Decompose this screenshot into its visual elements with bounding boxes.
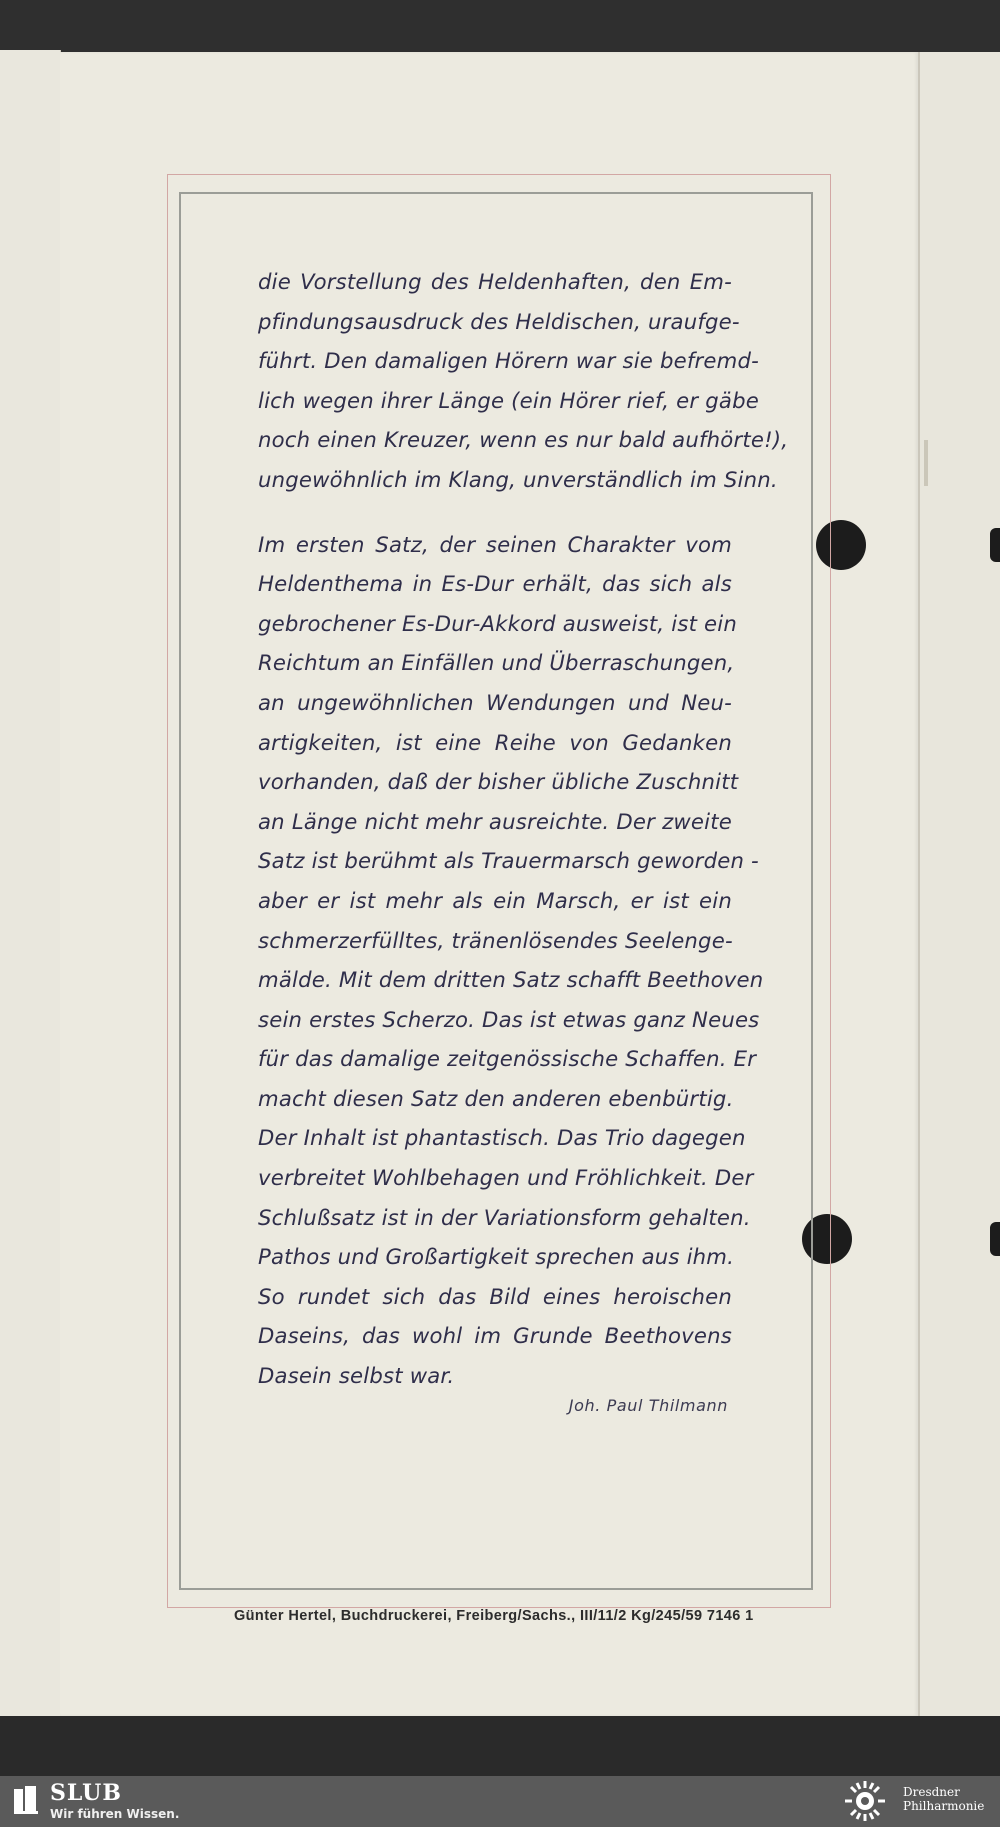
paragraph-2 xyxy=(258,525,764,1396)
punch-hole-lower-next-page xyxy=(990,1222,1000,1256)
text-line: Dasein selbst war. xyxy=(258,1363,455,1389)
text-line: gebrochener Es-Dur-Akkord ausweist, ist ein xyxy=(258,610,737,636)
viewer-footer xyxy=(0,1776,1000,1827)
text-line: Daseins, das wohl im Grunde Beethovens xyxy=(258,1323,732,1349)
text-line: So rundet sich das Bild eines heroischen xyxy=(258,1283,732,1309)
text-line: die Vorstellung des Heldenhaften, den Em- xyxy=(258,269,732,294)
previous-page-edge xyxy=(0,50,61,1718)
printer-imprint: Günter Hertel, Buchdruckerei, Freiberg/Sachs., III/11/2 Kg/245/59 7146 1 xyxy=(234,1608,754,1624)
body-text xyxy=(258,262,789,1396)
paper-stain xyxy=(924,440,928,486)
paragraph-1 xyxy=(258,262,789,500)
philharmonie-line-2: Philharmonie xyxy=(903,1799,985,1813)
scan-bottom-border xyxy=(0,1716,1000,1776)
text-line: Der Inhalt ist phantastisch. Das Trio dagegen xyxy=(258,1125,746,1151)
scan-top-border xyxy=(0,0,1000,52)
text-line: für das damalige zeitgenössische Schaffen. Er xyxy=(258,1046,757,1072)
text-line: schmerzerfülltes, tränenlösendes Seelenge- xyxy=(258,927,733,953)
punch-hole-upper-next-page xyxy=(990,528,1000,562)
text-line: aber er ist mehr als ein Marsch, er ist ein xyxy=(258,887,732,913)
text-line: lich wegen ihrer Länge (ein Hörer rief, er gäbe xyxy=(258,387,759,413)
slub-tagline: Wir führen Wissen. xyxy=(50,1807,180,1821)
text-line: pfindungsausdruck des Heldischen, uraufge- xyxy=(258,308,740,334)
text-line: macht diesen Satz den anderen ebenbürtig. xyxy=(258,1085,734,1111)
text-line: vorhanden, daß der bisher übliche Zuschnitt xyxy=(258,769,739,795)
text-line: Reichtum an Einfällen und Überraschungen, xyxy=(258,650,735,676)
text-line: Pathos und Großartigkeit sprechen aus ihm. xyxy=(258,1244,735,1270)
text-line: sein erstes Scherzo. Das ist etwas ganz Neues xyxy=(258,1006,760,1032)
text-line: Im ersten Satz, der seinen Charakter vom xyxy=(258,531,732,557)
text-line: Heldenthema in Es-Dur erhält, das sich als xyxy=(258,571,732,597)
text-line: noch einen Kreuzer, wenn es nur bald aufhörte!), xyxy=(258,427,789,453)
text-line: ungewöhnlich im Klang, unverständlich im Sinn. xyxy=(258,466,778,492)
text-line: Satz ist berühmt als Trauermarsch geworden - xyxy=(258,848,759,874)
philharmonie-logo-text[interactable] xyxy=(903,1785,984,1813)
philharmonie-sunburst-icon[interactable] xyxy=(838,1779,892,1823)
author-signature: Joh. Paul Thilmann xyxy=(568,1396,728,1415)
next-page-edge xyxy=(920,52,1000,1716)
text-line: führt. Den damaligen Hörern war sie befremd- xyxy=(258,348,759,374)
philharmonie-line-1: Dresdner xyxy=(903,1785,960,1799)
text-line: an Länge nicht mehr ausreichte. Der zweite xyxy=(258,808,732,834)
slub-logo-text[interactable]: SLUB xyxy=(50,1780,122,1806)
text-line: mälde. Mit dem dritten Satz schafft Beethoven xyxy=(258,967,764,993)
text-line: Schlußsatz ist in der Variationsform gehalten. xyxy=(258,1204,751,1230)
slub-book-icon[interactable] xyxy=(14,1786,38,1814)
text-line: verbreitet Wohlbehagen und Fröhlichkeit. Der xyxy=(258,1165,754,1191)
text-line: artigkeiten, ist eine Reihe von Gedanken xyxy=(258,729,732,755)
text-line: an ungewöhnlichen Wendungen und Neu- xyxy=(258,689,732,715)
